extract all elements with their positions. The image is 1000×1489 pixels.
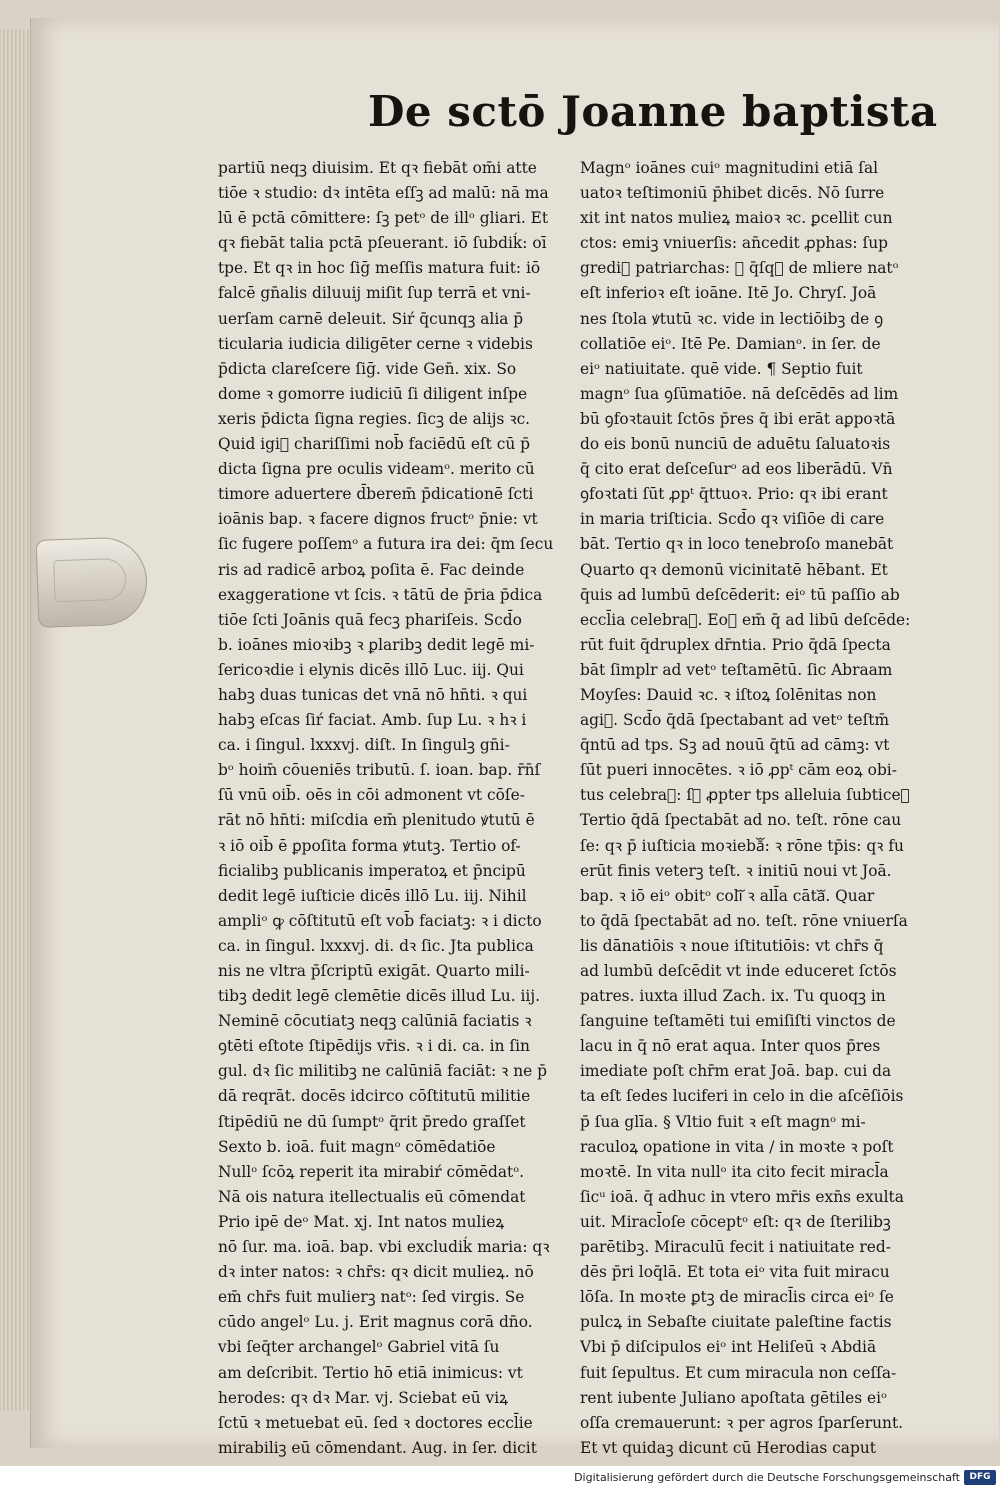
- text-line: gul. dꝛ ſic militibꝫ ne calūniā faciāt: ꝛ ne p̄: [218, 1062, 547, 1081]
- text-line: xit int natos mulieꝝ maioꝛ ꝛc. ꝑcellit cun: [580, 209, 893, 228]
- text-line: tiōe ſcti Joānis quā fecꝫ phariſeis. Scd̄o: [218, 610, 522, 629]
- text-line: eccl̄ia celebraᷓ. Eoꝝ em̄ q̄ ad libū deſcēde:: [580, 610, 911, 629]
- text-line: timore aduertere d̄berem̄ p̄dicationē ſcti: [218, 485, 534, 504]
- text-line: qꝛ fiebāt talia pctā pſeuerant. iō ſubdiḱ: oī: [218, 234, 547, 253]
- dfg-logo: [964, 1470, 996, 1485]
- text-line: tibꝫ dedit legē clemētie dicēs illud Lu. iij.: [218, 987, 541, 1006]
- text-line: dēs p̄ri loq̄lā. Et tota eiᵒ vita fuit miracu: [580, 1263, 890, 1282]
- text-line: p̄dicta clareſcere ſiḡ. vide Gen̄. xix. So: [218, 359, 517, 378]
- text-line: rūt fuit q̄druplex dr̄ntia. Prio q̄dā ſpecta: [580, 635, 891, 654]
- text-line: am deſcribit. Tertio hō etiā inimicus: vt: [218, 1363, 523, 1382]
- text-line: Moyſes: Dauid ꝛc. ꝛ iſtoꝝ ſolēnitas non: [580, 685, 877, 704]
- text-line: dicta ſigna pre oculis videamᵒ. merito cū: [218, 460, 535, 479]
- text-line: imediate poſt chr̄m erat Joā. bap. cui da: [580, 1062, 892, 1081]
- text-line: bāt ſimplr ad vetᵒ teſtamētū. ſic Abraam: [580, 660, 893, 679]
- text-column-left: [218, 156, 568, 1461]
- text-line: erūt finis veterꝫ teſt. ꝛ initiū noui vt Joā.: [580, 861, 892, 880]
- text-line: herodes: qꝛ dꝛ Mar. vj. Sciebat eū viꝝ: [218, 1388, 509, 1407]
- text-line: tiōe ꝛ studio: dꝛ intēta eſſꝫ ad malū: nā ma: [218, 184, 549, 203]
- text-line: ctos: emiꝫ vniuerſis: an̄cedit ꝓphas: ſup: [580, 234, 888, 253]
- text-line: p̄ ſua glīa. § Vltio fuit ꝛ eſt magnᵒ mi-: [580, 1112, 866, 1131]
- text-line: ꝛ iō oib̄ ē ꝑpoſita forma ꝟtutꝫ. Tertio of-: [218, 836, 521, 855]
- text-line: ſū vnū oib̄. oēs in cōi admonent vt cōſe-: [218, 786, 525, 805]
- text-line: ad lumbū deſcēdit vt inde educeret ſctōs: [580, 962, 897, 980]
- text-line: pulcꝝ in Sebaſte ciuitate paleſtine factis: [580, 1313, 892, 1332]
- text-line: falcē gn̄alis diluuij miſit ſup terrā et vni-: [218, 284, 531, 303]
- text-line: ris ad radicē arboꝝ poſita ē. Fac deinde: [218, 560, 525, 579]
- text-line: grediᷓ patriarchas: ꝛ q̄ſqꝫ de mliere natᵒ: [580, 259, 899, 278]
- text-line: mirabiliꝫ eū cōmendant. Aug. in ſer. dicit: [218, 1438, 537, 1457]
- text-line: nes ſtola ꝟtutū ꝛc. vide in lectiōibꝫ de ꝯ: [580, 309, 884, 328]
- text-line: tpe. Et qꝛ in hoc ſiḡ meſſis matura fuit: iō: [218, 259, 541, 278]
- text-line: ſūt pueri innocētes. ꝛ iō ꝓpᵗ cām eoꝝ obi-: [580, 761, 897, 780]
- text-line: exaggeratione vt ſcis. ꝛ tātū de p̄ria p̄dica: [218, 585, 543, 604]
- text-line: uerſam carnē deleuit. Siŕ q̄cunqꝫ alia p̄: [218, 309, 524, 328]
- text-line: lōſa. In moꝛte ꝑtꝫ de miracl̄is circa eiᵒ ſe: [580, 1288, 894, 1307]
- text-line: Vbi p̄ diſcipulos eiᵒ int Heliſeū ꝛ Abdiā: [580, 1338, 877, 1357]
- text-line: Neminē cōcutiatꝫ neqꝫ calūniā faciatis ꝛ: [218, 1012, 532, 1031]
- text-line: q̄ntū ad tps. Sꝫ ad nouū q̄tū ad cāmꝫ: vt: [580, 736, 890, 755]
- text-line: cūdo angelᵒ Lu. j. Erit magnus corā dn̄o.: [218, 1313, 533, 1332]
- page-clip: [35, 536, 148, 628]
- text-line: rent iubente Juliano apoſtata gētiles eiᵒ: [580, 1388, 887, 1407]
- text-line: lacu in q̄ nō erat aqua. Inter quos p̄res: [580, 1037, 881, 1056]
- text-line: Quid igiᷓ chariſſimi nob̄ faciēdū eſt cū p̄: [218, 435, 530, 454]
- text-line: ꝯtēti eſtote ſtipēdijs vr̄is. ꝛ i di. ca. in ſin: [218, 1037, 530, 1056]
- text-line: ficialibꝫ publicanis imperatoꝝ et p̄ncipū: [218, 861, 526, 880]
- text-line: xeris p̄dicta ſigna regies. ſicꝫ de alijs ꝛc.: [218, 409, 531, 428]
- text-line: ꝯfoꝛtati ſūt ꝓpᵗ q̄ttuoꝛ. Prio: qꝛ ibi erant: [580, 485, 888, 504]
- text-line: to q̄dā ſpectabāt ad no. teſt. rōne vniuerſa: [580, 911, 908, 930]
- text-line: lū ē pctā cōmittere: ſꝫ petᵒ de illᵒ gliari. Et: [218, 209, 549, 228]
- text-line: do eis bonū nunciū de aduētu ſaluatoꝛis: [580, 435, 891, 454]
- text-column-right: [580, 156, 930, 1461]
- text-line: Nullᵒ ſcōꝝ reperit ita mirabiŕ cōmēdatᵒ.: [218, 1162, 525, 1181]
- text-line: ſericoꝛdie i elynis dicēs illō Luc. iij. Qui: [218, 660, 524, 679]
- text-line: uit. Miracl̄oſe cōceptᵒ eſt: qꝛ de ſterilibꝫ: [580, 1212, 891, 1231]
- text-line: partiū neqꝫ diuisim. Et qꝛ fiebāt om̄i atte: [218, 159, 537, 177]
- page-clip-inner: [53, 558, 126, 602]
- text-line: ampliᵒ ꝙ cōſtitutū eſt vob̄ faciatꝫ: ꝛ i dicto: [218, 911, 542, 930]
- text-line: nis ne vltra p̄ſcriptū exigāt. Quarto mili-: [218, 962, 530, 980]
- text-line: bāt. Tertio qꝛ in loco tenebroſo manebāt: [580, 535, 894, 554]
- dfg-logo-text: DFG: [969, 1472, 991, 1482]
- text-line: habꝫ eſcas ſiŕ faciat. Amb. ſup Lu. ꝛ hꝛ i: [218, 711, 527, 730]
- text-line: Quarto qꝛ demonū vicinitatē hēbant. Et: [580, 560, 888, 579]
- text-line: bū ꝯfoꝛtauit ſctōs p̄res q̄ ibi erāt aꝑpoꝛtā: [580, 409, 896, 428]
- text-line: dꝛ inter natos: ꝛ chr̄s: qꝛ dicit mulieꝝ. nō: [218, 1263, 534, 1282]
- text-line: agiᷓ. Scd̄o q̄dā ſpectabant ad vetᵒ teſtm̄: [580, 711, 890, 730]
- text-line: nō ſur. ma. ioā. bap. vbi excludiḱ maria: qꝛ: [218, 1238, 550, 1257]
- text-line: ticularia iudicia diligēter cerne ꝛ videbis: [218, 334, 533, 353]
- text-line: tus celebraᷓ: ſꝫ ꝓpter tps alleluia ſubticeᷓ: [580, 786, 910, 805]
- text-line: ſtipēdiū ne dū ſumptᵒ q̄rit p̄redo graſſet: [218, 1112, 526, 1131]
- text-line: ioānis bap. ꝛ facere dignos fructᵒ p̄nie: vt: [218, 510, 538, 529]
- text-line: patres. iuxta illud Zach. ix. Tu quoqꝫ in: [580, 987, 886, 1006]
- viewer-footer: [0, 1466, 1000, 1489]
- text-line: bap. ꝛ iō eiᵒ obitᵒ coliᷓ ꝛ all̄a cātaᷓ. Quar: [580, 886, 875, 905]
- text-line: em̄ chr̄s fuit mulierꝫ natᵒ: ſed virgis. Se: [218, 1288, 525, 1307]
- text-line: ca. in ſingul. lxxxvj. di. dꝛ ſic. Jta publica: [218, 936, 534, 955]
- text-line: fuit ſepultus. Et cum miracula non ceſſa-: [580, 1363, 897, 1382]
- text-line: collatiōe eiᵒ. Itē Pe. Damianᵒ. in ſer. de: [580, 334, 881, 353]
- text-line: lis dānatiōis ꝛ noue iſtitutiōis: vt chr̄s q̄: [580, 936, 884, 955]
- text-line: eſt inferioꝛ eſt ioāne. Itē Jo. Chryſ. Joā: [580, 284, 877, 303]
- text-line: b. ioānes mioꝛibꝫ ꝛ ꝑlaribꝫ dedit legē mi-: [218, 635, 535, 654]
- text-line: eiᵒ natiuitate. quē vide. ¶ Septio fuit: [580, 359, 863, 378]
- text-line: moꝛtē. In vita nullᵒ ita cito fecit miracl̄a: [580, 1162, 889, 1181]
- text-line: dā reqrāt. docēs idcirco cōſtitutū militie: [218, 1087, 531, 1106]
- text-line: oſſa cremauerunt: ꝛ per agros ſparſerunt.: [580, 1413, 904, 1432]
- text-line: Sexto b. ioā. fuit magnᵒ cōmēdatiōe: [218, 1137, 496, 1156]
- text-line: Et vt quidaꝫ dicunt cū Herodias caput: [580, 1438, 876, 1457]
- text-line: ta eſt ſedes luciferi in celo in die aſcēſiōis: [580, 1087, 904, 1106]
- text-line: Nā ois natura itellectualis eū cōmendat: [218, 1187, 526, 1206]
- text-line: rāt nō hn̄ti: miſcdia em̄ plenitudo ꝟtutū ē: [218, 811, 535, 830]
- text-line: uatoꝛ teſtimoniū p̄hibet dicēs. Nō ſurre: [580, 184, 885, 203]
- funding-credit: Digitalisierung gefördert durch die Deutsche Forschungsgemeinschaft: [574, 1471, 960, 1484]
- running-heading: De sctō Joanne baptista: [368, 87, 938, 136]
- text-line: q̄ cito erat deſceſurᵒ ad eos liberādū. Vn̄: [580, 460, 893, 479]
- text-line: ſic fugere poſſemᵒ a futura ira dei: q̄m ſecu: [218, 535, 554, 554]
- text-line: habꝫ duas tunicas det vnā nō hn̄ti. ꝛ qui: [218, 685, 528, 704]
- text-line: Magnᵒ ioānes cuiᵒ magnitudini etiā ſal: [580, 159, 879, 177]
- text-line: vbi ſeq̄ter archangelᵒ Gabriel vitā ſu: [218, 1338, 500, 1357]
- text-line: q̄uis ad lumbū deſcēderit: eiᵒ tū paſſio ab: [580, 585, 900, 604]
- text-line: Tertio q̄dā ſpectabāt ad no. teſt. rōne cau: [580, 811, 902, 830]
- text-line: in maria triſticia. Scd̄o qꝛ viſiōe di care: [580, 510, 885, 529]
- text-line: parētibꝫ. Miraculū fecit i natiuitate red-: [580, 1238, 891, 1257]
- text-line: raculoꝝ opatione in vita / in moꝛte ꝛ poſt: [580, 1137, 894, 1156]
- text-line: Prio ipē deᵒ Mat. xj. Int natos mulieꝝ: [218, 1212, 505, 1231]
- text-line: ſe: qꝛ p̄ iuſticia moꝛiebāᷓ: ꝛ rōne tp̄is: qꝛ fu: [580, 836, 904, 855]
- text-line: ca. i ſingul. lxxxvj. diſt. In ſingulꝫ gn̄i-: [218, 736, 510, 755]
- text-line: dome ꝛ gomorre iudiciū ſi diligent inſpe: [218, 384, 528, 403]
- text-line: ſicᵘ ioā. q̄ adhuc in vtero mr̄is exn̄s exulta: [580, 1187, 904, 1206]
- text-line: ſanguine teſtamēti tui emiſiſti vinctos de: [580, 1012, 896, 1031]
- text-line: magnᵒ ſua ꝯſūmatiōe. nā deſcēdēs ad lim: [580, 384, 899, 403]
- text-line: dedit legē iuſticie dicēs illō Lu. iij. Nihil: [218, 886, 527, 905]
- text-line: ſctū ꝛ metuebat eū. ſed ꝛ doctores eccl̄ie: [218, 1413, 533, 1432]
- text-line: bᵒ hoim̄ cōueniēs tributū. ſ. ioan. bap. r̄n̄ſ: [218, 761, 541, 780]
